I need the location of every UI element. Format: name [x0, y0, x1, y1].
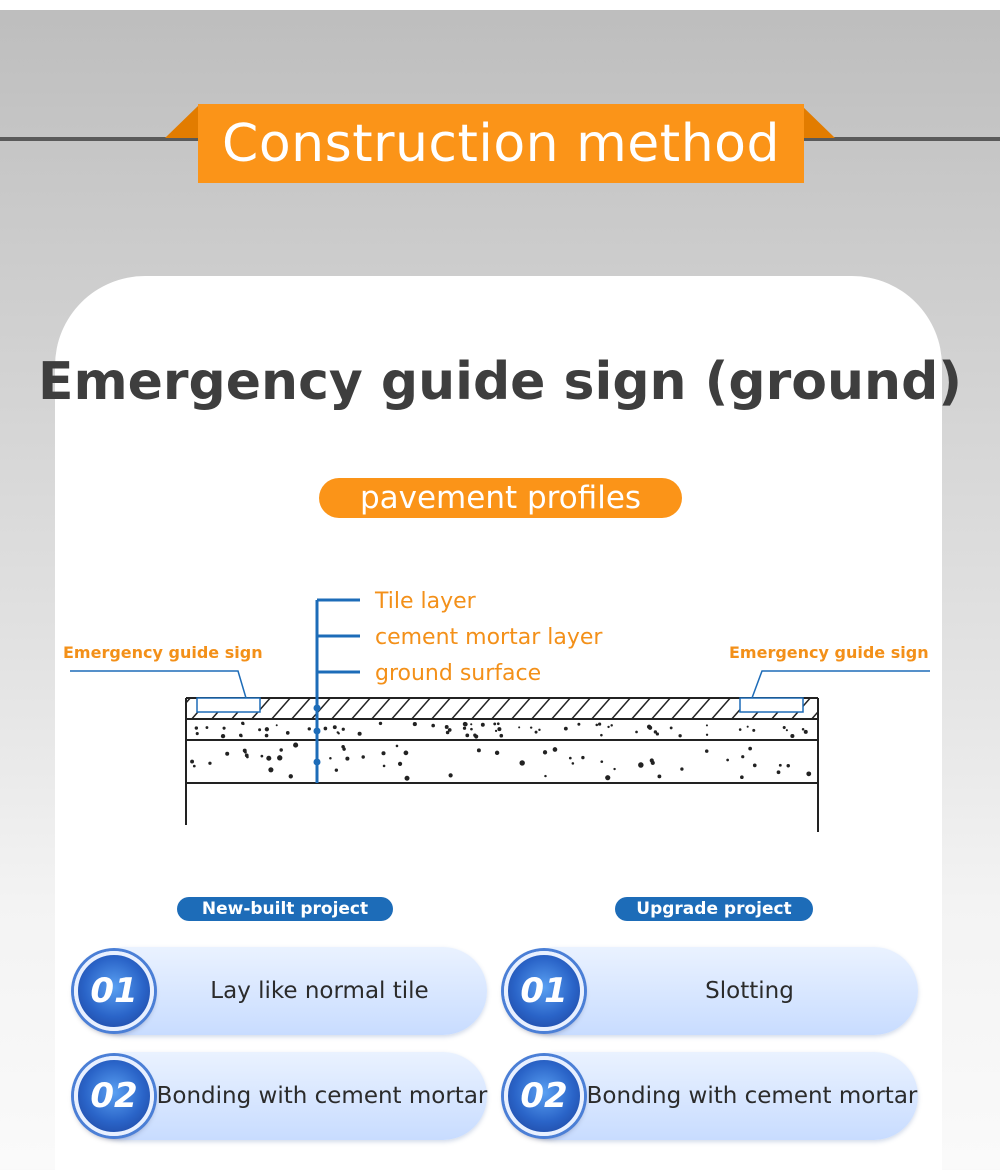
aggregate-dot	[495, 730, 497, 732]
guide-sign-strip-left	[197, 698, 260, 712]
aggregate-dot	[242, 723, 244, 725]
step-number-badge: 02	[74, 1056, 154, 1136]
step-number-badge: 01	[504, 951, 584, 1031]
step-text: Bonding with cement mortar	[586, 1083, 918, 1109]
aggregate-dot	[648, 726, 652, 730]
aggregate-dot	[335, 768, 338, 771]
aggregate-dot	[481, 723, 485, 727]
aggregate-dot	[493, 722, 496, 725]
aggregate-dot	[705, 749, 709, 753]
aggregate-dot	[530, 726, 532, 728]
new-built-project-label: New-built project	[177, 897, 393, 921]
aggregate-dot	[195, 726, 198, 729]
aggregate-dot	[638, 762, 643, 767]
hatch-line	[310, 696, 332, 721]
aggregate-dot	[748, 747, 752, 751]
aggregate-dot	[342, 747, 345, 750]
hatch-line	[650, 696, 672, 721]
aggregate-dot	[358, 732, 362, 736]
hatch-line	[670, 696, 692, 721]
aggregate-dot	[206, 726, 209, 729]
aggregate-dot	[240, 735, 243, 738]
aggregate-dot	[739, 728, 742, 731]
aggregate-dot	[706, 734, 708, 736]
aggregate-dot	[747, 726, 749, 728]
hatch-line	[410, 696, 432, 721]
aggregate-dot	[610, 724, 612, 726]
aggregate-dot	[448, 728, 452, 732]
aggregate-dot	[361, 755, 364, 758]
aggregate-dot	[265, 734, 269, 738]
aggregate-dot	[535, 731, 538, 734]
aggregate-dot	[276, 724, 278, 726]
aggregate-dot	[470, 723, 472, 725]
aggregate-dot	[577, 723, 580, 726]
aggregate-dot	[383, 765, 386, 768]
aggregate-dot	[544, 775, 546, 777]
aggregate-dot	[607, 726, 609, 728]
aggregate-dot	[726, 759, 729, 762]
hatch-line	[370, 696, 392, 721]
hatch-line	[430, 696, 452, 721]
aggregate-dot	[802, 728, 805, 731]
aggregate-dot	[258, 728, 261, 731]
aggregate-dot	[244, 751, 247, 754]
hatch-line	[510, 696, 532, 721]
aggregate-dot	[477, 748, 481, 752]
aggregate-dot	[289, 774, 293, 778]
header-banner: Construction method	[198, 104, 804, 183]
aggregate-dot	[431, 724, 435, 728]
aggregate-dot	[790, 734, 794, 738]
aggregate-dot	[449, 773, 453, 777]
label-ground-surface: ground surface	[375, 661, 542, 686]
hatch-line	[170, 696, 192, 721]
aggregate-dot	[651, 761, 655, 765]
aggregate-dot	[670, 727, 673, 730]
aggregate-dot	[572, 762, 575, 765]
aggregate-dot	[657, 775, 661, 779]
aggregate-dot	[564, 727, 568, 731]
aggregate-dot	[445, 725, 449, 729]
hatch-line	[290, 696, 312, 721]
aggregate-dot	[286, 731, 290, 735]
aggregate-dot	[474, 734, 478, 738]
aggregate-dot	[221, 734, 225, 738]
step-number-badge: 01	[74, 951, 154, 1031]
aggregate-dot	[779, 764, 782, 767]
aggregate-dot	[806, 771, 811, 776]
aggregate-dot	[223, 727, 226, 730]
guide-sign-strip-right	[740, 698, 803, 712]
aggregate-dot	[656, 732, 659, 735]
aggregate-dot	[753, 764, 757, 768]
aggregate-dot	[553, 747, 558, 752]
step-number-badge: 02	[504, 1056, 584, 1136]
aggregate-dot	[543, 750, 547, 754]
aggregate-dot	[741, 755, 744, 758]
aggregate-dot	[381, 751, 385, 755]
step-text: Bonding with cement mortar	[156, 1083, 488, 1109]
aggregate-dot	[246, 756, 249, 759]
aggregate-dot	[598, 722, 601, 725]
aggregate-dot	[333, 725, 337, 729]
aggregate-dot	[293, 743, 298, 748]
hatch-line	[530, 696, 552, 721]
aggregate-dot	[324, 727, 328, 731]
aggregate-dot	[706, 724, 708, 726]
hatch-line	[550, 696, 572, 721]
hatch-line	[590, 696, 612, 721]
aggregate-dot	[265, 727, 269, 731]
aggregate-dot	[538, 729, 540, 731]
aggregate-dot	[277, 755, 282, 760]
aggregate-dot	[581, 756, 584, 759]
label-cement-mortar-layer: cement mortar layer	[375, 625, 603, 650]
hatch-line	[490, 696, 512, 721]
aggregate-dot	[613, 768, 615, 770]
aggregate-dot	[413, 722, 417, 726]
page-title: Emergency guide sign (ground)	[37, 352, 963, 412]
aggregate-dot	[329, 757, 332, 760]
aggregate-dot	[308, 727, 311, 730]
step-text: Lay like normal tile	[210, 978, 429, 1004]
layer-leader	[317, 600, 360, 783]
aggregate-dot	[805, 731, 807, 733]
aggregate-dot	[398, 762, 402, 766]
hatch-line	[610, 696, 632, 721]
aggregate-dot	[193, 765, 196, 768]
aggregate-dot	[600, 734, 603, 737]
aggregate-dot	[740, 775, 744, 779]
hatch-line	[450, 696, 472, 721]
label-right-guide-sign: Emergency guide sign	[729, 643, 929, 662]
aggregate-dot	[680, 767, 683, 770]
aggregate-dot	[605, 775, 610, 780]
hatch-line	[470, 696, 492, 721]
aggregate-dot	[342, 728, 345, 731]
aggregate-dot	[752, 729, 755, 732]
step-text: Slotting	[705, 978, 794, 1004]
aggregate-dot	[261, 755, 264, 758]
hatch-line	[570, 696, 592, 721]
hatch-line	[690, 696, 712, 721]
label-left-guide-sign: Emergency guide sign	[63, 643, 263, 662]
hatch-line	[810, 696, 832, 721]
hatch-line	[630, 696, 652, 721]
aggregate-dot	[345, 757, 349, 761]
aggregate-dot	[569, 757, 572, 760]
aggregate-dot	[595, 724, 598, 727]
aggregate-dots	[190, 722, 811, 781]
aggregate-dot	[678, 734, 681, 737]
aggregate-dot	[465, 733, 469, 737]
left-sign-leader	[70, 671, 246, 698]
aggregate-dot	[208, 762, 211, 765]
aggregate-dot	[600, 760, 603, 763]
aggregate-dot	[519, 760, 524, 765]
aggregate-dot	[338, 732, 340, 734]
aggregate-dot	[786, 729, 788, 731]
aggregate-dot	[499, 734, 503, 738]
aggregate-dot	[268, 767, 273, 772]
aggregate-dot	[266, 756, 271, 761]
aggregate-dot	[190, 760, 194, 764]
aggregate-dot	[404, 751, 409, 756]
aggregate-dot	[518, 726, 520, 728]
aggregate-dot	[786, 764, 789, 767]
aggregate-dot	[225, 752, 229, 756]
hatch-line	[390, 696, 412, 721]
aggregate-dot	[463, 727, 466, 730]
aggregate-dot	[783, 726, 786, 729]
hatch-line	[330, 696, 352, 721]
aggregate-dot	[495, 751, 499, 755]
hatch-line	[710, 696, 732, 721]
aggregate-dot	[396, 745, 399, 748]
aggregate-dot	[463, 722, 467, 726]
aggregate-dot	[470, 728, 473, 731]
aggregate-dot	[635, 731, 638, 734]
hatch-line	[270, 696, 292, 721]
aggregate-dot	[196, 732, 199, 735]
section-label: pavement profiles	[319, 478, 682, 518]
upgrade-project-label: Upgrade project	[615, 897, 813, 921]
hatch-line	[350, 696, 372, 721]
aggregate-dot	[279, 748, 282, 751]
aggregate-dot	[777, 770, 781, 774]
aggregate-dot	[497, 727, 501, 731]
aggregate-dot	[405, 776, 410, 781]
right-sign-leader	[752, 671, 930, 698]
aggregate-dot	[497, 722, 500, 725]
label-tile-layer: Tile layer	[375, 589, 476, 614]
aggregate-dot	[379, 722, 382, 725]
hatch-line	[830, 696, 852, 721]
profile-outline	[186, 698, 818, 832]
